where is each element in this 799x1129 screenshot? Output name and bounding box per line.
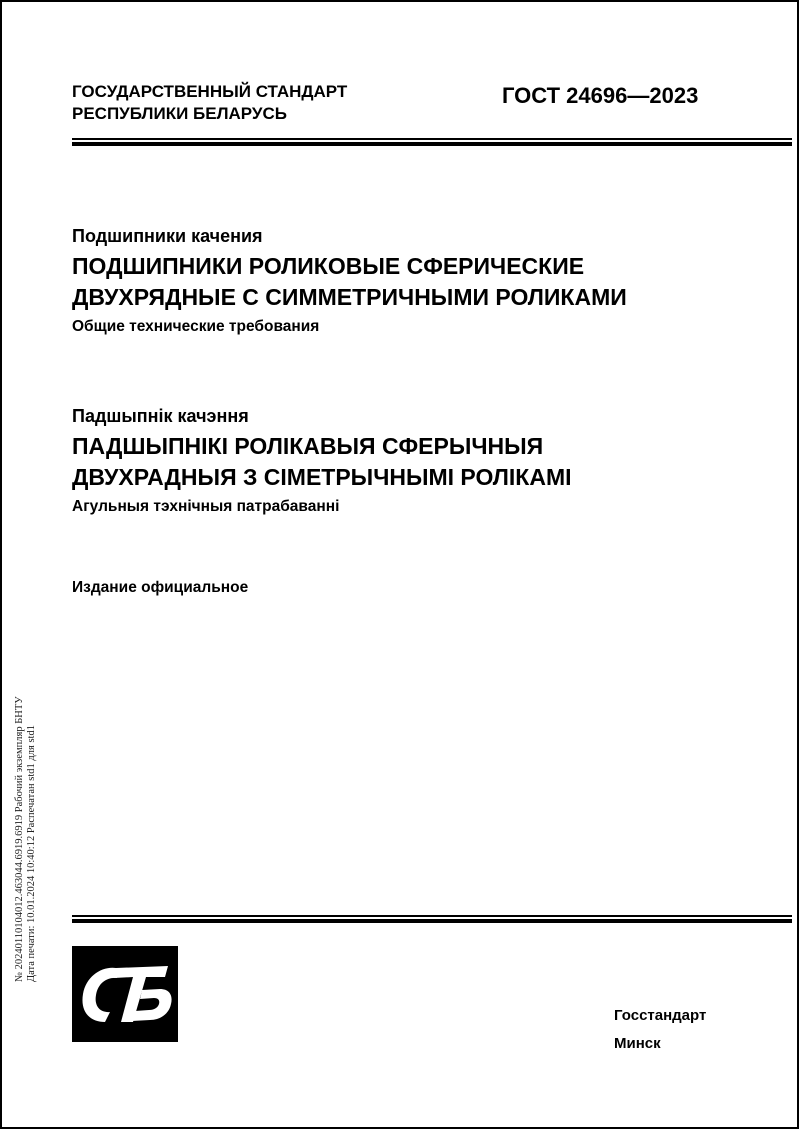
issuing-body-line1: ГОСУДАРСТВЕННЫЙ СТАНДАРТ [72, 82, 348, 101]
top-rule-thick [72, 142, 792, 146]
edition-label: Издание официальное [72, 579, 249, 596]
publisher-block [614, 1002, 706, 1058]
issuing-body [72, 81, 347, 125]
publisher-city: Минск [614, 1035, 661, 1052]
side-stamp-line2: Дата печати: 10.01.2024 10:40:12 Распечатан std1 для std1 [26, 725, 37, 982]
side-stamp-line1: № 20240110104012.463044.6919.6919 Рабочий экземпляр БНТУ [14, 696, 25, 982]
russian-title-line1: ПОДШИПНИКИ РОЛИКОВЫЕ СФЕРИЧЕСКИЕ [72, 253, 585, 279]
publisher-name: Госстандарт [614, 1007, 707, 1024]
russian-category: Подшипники качения [72, 226, 263, 246]
belarusian-title-line2: ДВУХРАДНЫЯ З СІМЕТРЫЧНЫМІ РОЛІКАМІ [72, 464, 572, 490]
russian-subtitle: Общие технические требования [72, 318, 320, 335]
russian-title-block [72, 224, 627, 338]
belarusian-title-line1: ПАДШЫПНІКІ РОЛІКАВЫЯ СФЕРЫЧНЫЯ [72, 433, 544, 459]
standard-code: ГОСТ 24696—2023 [502, 83, 699, 108]
issuing-body-line2: РЕСПУБЛИКИ БЕЛАРУСЬ [72, 104, 287, 123]
russian-title-line2: ДВУХРЯДНЫЕ С СИММЕТРИЧНЫМИ РОЛИКАМИ [72, 284, 627, 310]
belarusian-subtitle: Агульныя тэхнічныя патрабаванні [72, 498, 340, 515]
belarusian-title-block [72, 404, 572, 518]
side-print-stamp [14, 696, 38, 982]
top-rule-thin [72, 138, 792, 140]
bottom-rule-thin [72, 915, 792, 917]
stb-logo-icon [72, 946, 178, 1042]
stb-logo-graphic [72, 946, 178, 1042]
belarusian-category: Падшыпнік качэння [72, 406, 249, 426]
bottom-rule-thick [72, 919, 792, 923]
